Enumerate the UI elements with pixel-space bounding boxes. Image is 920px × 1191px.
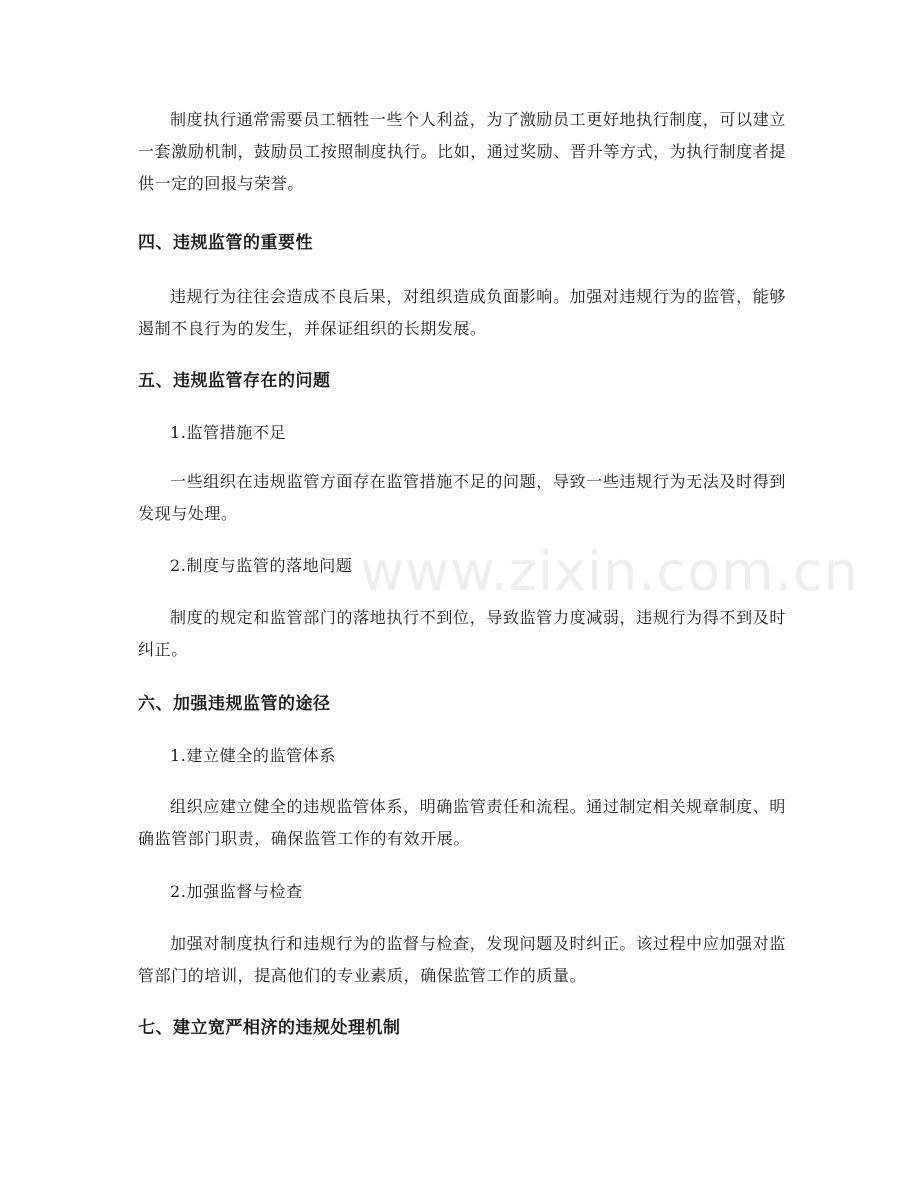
subheading-insufficient-measures: 1.监管措施不足 <box>170 423 287 442</box>
paragraph-implementation: 制度的规定和监管部门的落地执行不到位，导致监管力度减弱，违规行为得不到及时纠正。 <box>138 608 786 659</box>
paragraph-importance: 违规行为往往会造成不良后果，对组织造成负面影响。加强对违规行为的监管，能够遏制不良行为的发生，并保证组织的长期发展。 <box>138 287 786 338</box>
paragraph-system: 组织应建立健全的违规监管体系，明确监管责任和流程。通过制定相关规章制度、明确监管部门职责，确保监管工作的有效开展。 <box>138 797 786 848</box>
heading-section-4: 四、违规监管的重要性 <box>138 233 313 253</box>
subheading-system: 1.建立健全的监管体系 <box>170 746 336 765</box>
subheading-implementation: 2.制度与监管的落地问题 <box>170 556 353 575</box>
heading-section-7: 七、建立宽严相济的违规处理机制 <box>138 1018 401 1038</box>
paragraph-insufficient-measures: 一些组织在违规监管方面存在监管措施不足的问题，导致一些违规行为无法及时得到发现与处理。 <box>138 472 786 523</box>
subheading-inspection: 2.加强监督与检查 <box>170 882 303 901</box>
paragraph-inspection: 加强对制度执行和违规行为的监督与检查，发现问题及时纠正。该过程中应加强对监管部门的培训，提高他们的专业素质，确保监管工作的质量。 <box>138 934 786 985</box>
watermark: www.zixin.com.cn <box>360 540 859 603</box>
paragraph-incentive: 制度执行通常需要员工牺牲一些个人利益，为了激励员工更好地执行制度，可以建立一套激励机制，鼓励员工按照制度执行。比如，通过奖励、晋升等方式，为执行制度者提供一定的回报与荣誉。 <box>138 110 786 193</box>
heading-section-5: 五、违规监管存在的问题 <box>138 371 331 391</box>
heading-section-6: 六、加强违规监管的途径 <box>138 694 331 714</box>
